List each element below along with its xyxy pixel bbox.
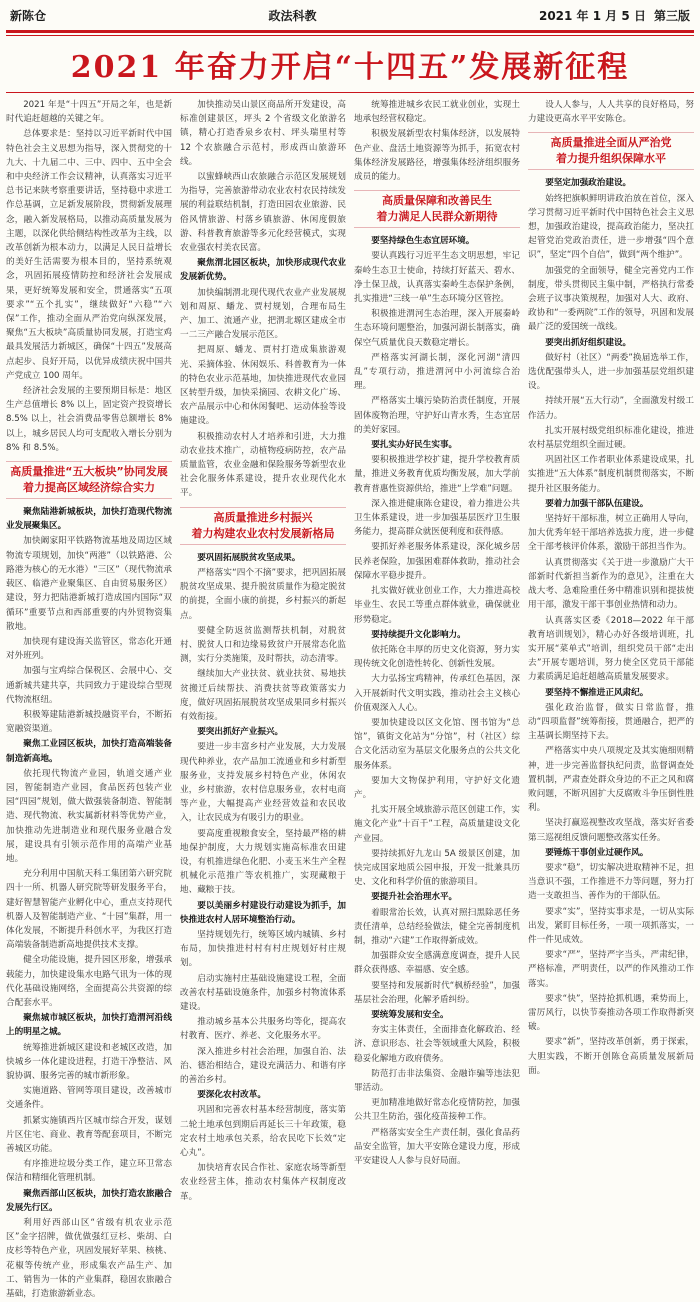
masthead-rule xyxy=(6,30,694,33)
section-heading xyxy=(528,132,694,170)
section-name: 新陈仓 xyxy=(10,8,47,23)
column-2 xyxy=(180,98,346,1302)
body-paragraph: 以蜜蜂峡西山农旅融合示范区发展规划为指导，完善旅游带动农业农村农民持续发展的利益联结机制，打造田园农业旅游、民俗风情旅游、村落乡镇旅游、休闲度假旅游、科普教育旅游等多元化经营模式，实现农业强农村美农民富。 xyxy=(180,172,346,254)
body-paragraph: 加快培育农民合作社、家庭农场等新型农业经营主体，推动农村集体产权制度改革。 xyxy=(180,1163,346,1202)
subheading-paragraph: 要以美丽乡村建设行动建设为抓手，加快推进农村人居环境整治行动。 xyxy=(180,900,346,925)
body-paragraph: 要求“新”，坚持改革创新，勇于探索，大胆实践，不断开创陈仓高质量发展新局面。 xyxy=(528,1037,694,1076)
headline-rule xyxy=(6,92,694,93)
body-paragraph: 强化政治监督，做实日常监督，推动“四项监督”统筹衔接，贯通融合，把严的主基调长期坚持下去。 xyxy=(528,702,694,742)
body-paragraph: 有序推进垃圾分类工作，建立环卫常态保洁和精细化管理机制。 xyxy=(6,1159,172,1184)
body-paragraph: 加强党的全面领导，健全完善党内工作制度，带头贯彻民主集中制，严格执行常委会班子议事决策规程，加强对人大、政府、政协和“一委两院”工作的领导，巩固和发展最广泛的爱国统一战线。 xyxy=(528,265,694,333)
body-paragraph: 要坚持和发展新时代“枫桥经验”，加强基层社会治理，化解矛盾纠纷。 xyxy=(354,980,520,1005)
body-paragraph: 要高度重视粮食安全，坚持最严格的耕地保护制度，大力规划实施高标准农田建设，有机推进绿色化肥、小麦玉米生产全程机械化示范推广等农机推广，实现藏粮于地、藏粮于技。 xyxy=(180,828,346,896)
body-paragraph: 统筹推进新城区建设和老城区改造，加快城乡一体化建设进程，打造干净整洁、风貌协调、服务完善的城市新形象。 xyxy=(6,1042,172,1081)
section-heading-line: 高质量推进“五大板块”协同发展 xyxy=(10,465,168,479)
body-paragraph: 加快编制渭北现代现代农业产业发展规划和周原、蟠龙、贾村规划，合理布局生产、加工、流通产业，把渭北塬区建成全市一二三产融合发展示范区。 xyxy=(180,287,346,341)
body-paragraph: 要健全防返贫监测帮扶机制，对脱贫村、脱贫人口和边缘易致贫户开展常态化监测，实行分类施策，及时帮扶，动态清零。 xyxy=(180,625,346,665)
subheading-paragraph: 要着力加强干部队伍建设。 xyxy=(545,498,649,509)
body-paragraph: 认真贯彻落实《关于进一步激励广大干部新时代新担当新作为的意见》，注重在大战大考、急难险重任务中精准识别和提拔使用干部，激发干部干事创业热情和动力。 xyxy=(528,557,694,611)
body-paragraph: 加快阚家阳平铁路物流基地及周边区域物流专项规划，加快“两港”（以铁路港、公路港为核心的无水港）“三区”（现代物流承载区、临港产业聚集区、自由贸易服务区）建设，努力把陆港新城打造成国内国际“双循环”重要节点和西部重要的内外贸物资集散地。 xyxy=(6,536,172,632)
body-paragraph: 推动城乡基本公共服务均等化，提高农村教育、医疗、养老、文化服务水平。 xyxy=(180,1017,346,1042)
section-heading xyxy=(180,507,346,545)
body-paragraph: 严格落实土壤污染防治责任制度，开展固体废物治理，守护好山青水秀，生态宜居的美好家园。 xyxy=(354,396,520,435)
section-heading-line: 高质量推进全面从严治党 xyxy=(550,136,672,150)
body-paragraph: 要求“实”，坚持实事求是，一切从实际出发，紧盯目标任务，一项一项抓落实，一件一件见成效。 xyxy=(528,906,694,945)
body-paragraph: 要持续抓好九龙山 5A 级景区创建，加快完成国家地质公园申报，开发一批兼具历史、文化和科学价值的旅游项目。 xyxy=(354,848,520,888)
body-paragraph: 经济社会发展的主要预期目标是：地区生产总值增长 8% 以上，固定资产投资增长 8.5% 以上，社会消费品零售总额增长 8% 以上，城乡居民人均可支配收入增长分别为 8% 和 8.5%。 xyxy=(6,386,172,453)
body-paragraph: 巩固和完善农村基本经营制度，落实第二轮土地承包到期后再延长三十年政策，稳定农村土地承包关系，给农民吃下长效“定心丸”。 xyxy=(180,1105,346,1159)
body-paragraph: 依托陈仓丰厚的历史文化资源，努力实现传统文化创造性转化、创新性发展。 xyxy=(354,644,520,670)
body-paragraph: 积极筹建陆港新城投融资平台，不断拓宽融资渠道。 xyxy=(6,709,172,735)
body-paragraph: 严格落实“四个不摘”要求，把巩固拓展脱贫攻坚成果、提升脱贫质量作为稳定脱贫的前提，全面小康的前提，乡村振兴的新起点。 xyxy=(180,567,346,621)
section-heading-line: 高质量推进乡村振兴 xyxy=(213,510,313,524)
page-number: 第三版 xyxy=(653,8,690,23)
subheading-paragraph: 要巩固拓展脱贫攻坚成果。 xyxy=(197,552,301,563)
subheading-paragraph: 要统筹发展和安全。 xyxy=(371,1009,449,1020)
subheading-paragraph: 聚焦城市城区板块，加快打造渭河沿线上的明星之城。 xyxy=(6,1013,172,1038)
column-4 xyxy=(528,98,694,1302)
masthead xyxy=(0,0,700,30)
body-paragraph: 大力弘扬宝鸡精神，传承红色基因，深入开展新时代文明实践，推动社会主义核心价值观深入人心。 xyxy=(354,674,520,713)
body-paragraph: 要求“稳”，切实解决进取精神不足，担当意识不强，工作推进不力等问题，努力打造一支敢担当、善作为的干部队伍。 xyxy=(528,862,694,902)
section-heading xyxy=(6,461,172,499)
subheading-paragraph: 聚焦渭北园区板块，加快形成现代农业发展新优势。 xyxy=(180,258,346,283)
section-heading xyxy=(354,190,520,228)
subheading-paragraph: 要坚持绿色生态宜居环境。 xyxy=(371,236,475,247)
body-paragraph: 要认真践行习近平生态文明思想，牢记秦岭生态卫士使命，持续打好蓝天、碧水、净土保卫战，认真落实秦岭生态保护条例，扎实推进“三线一单”生态环境分区管控。 xyxy=(354,251,520,305)
body-paragraph: 加强与宝鸡综合保税区、会展中心、交通新城共建共享，共同致力于建设综合型现代物流枢纽。 xyxy=(6,666,172,705)
body-paragraph: 健全功能设施，提升园区形象，增强承载能力，加快建设集水电路气讯为一体的现代化基础设施网络，全面提高公共资源的综合配套水平。 xyxy=(6,955,172,1008)
body-paragraph: 要加快建设以区文化馆、图书馆为“总馆”，镇街文化站为“分馆”，村（社区）综合文化活动室为基层文化服务点的公共文化服务体系。 xyxy=(354,717,520,771)
subheading-paragraph: 聚焦西部山区板块，加快打造农旅融合发展先行区。 xyxy=(6,1188,172,1213)
body-paragraph: 扎实开展全域旅游示范区创建工作，实施文化产业“十百千”工程，高质量建设文化产业园。 xyxy=(354,805,520,844)
body-paragraph: 坚持好干部标准，树立正确用人导向，加大优秀年轻干部培养选拔力度，进一步健全干部考核评价体系，激励干部担当作为。 xyxy=(528,514,694,553)
body-paragraph: 加强群众安全感满意度调查，提升人民群众获得感、幸福感、安全感。 xyxy=(354,951,520,976)
subheading-paragraph: 要扎实办好民生实事。 xyxy=(371,440,458,451)
headline: 2021 年奋力开启“十四五”发展新征程 xyxy=(70,50,630,85)
subheading-paragraph: 要坚持不懈推进正风肃纪。 xyxy=(545,687,649,698)
body-paragraph: 实施道路、管网等项目建设，改善城市交通条件。 xyxy=(6,1086,172,1111)
body-paragraph: 要加大文物保护利用，守护好文化遗产。 xyxy=(354,775,520,800)
body-paragraph: 积极推进渭河生态治理，深入开展秦岭生态环境问题整治，加强河湖长制落实，确保空气质量优良天数稳定增长。 xyxy=(354,309,520,348)
body-paragraph: 积极发展新型农村集体经济，以发展特色产业、盘活土地资源等为抓手，拓宽农村集体经济发展路径，增强集体经济组织服务成员的能力。 xyxy=(354,129,520,183)
body-paragraph: 深入推进健康陈仓建设，着力推进公共卫生体系建设，进一步加强基层医疗卫生服务能力，提高群众就医便利度和获得感。 xyxy=(354,498,520,538)
body-paragraph: 扎实做好就业创业工作，大力推进高校毕业生、农民工等重点群体就业，确保就业形势稳定。 xyxy=(354,586,520,625)
body-paragraph: 积极推动农村人才培养和引进，大力推动农业技术推广，动植物疫病防控，农产品质量监管，农业金融和保险服务等新型农业社会化服务体系建设，提升农业现代化水平。 xyxy=(180,431,346,499)
body-paragraph: 要积极推进学校扩建，提升学校教育质量，推进义务教育优质均衡发展，加大学前教育普惠性资源供给，推进“上学难”问题。 xyxy=(354,455,520,494)
body-paragraph: 设人人参与，人人共享的良好格局，努力建设更高水平平安陈仓。 xyxy=(528,100,694,125)
subheading-paragraph: 要持续提升文化影响力。 xyxy=(371,629,466,640)
body-paragraph: 严格落实中央八项规定及其实施细则精神，进一步完善监督执纪问责，监督调查处置机制，严肃查处群众身边的不正之风和腐败问题，不断巩固扩大反腐败斗争压倒性胜利。 xyxy=(528,746,694,814)
body-paragraph: 抓紧实施镇西片区城市综合开发，谋划片区住宅、商业、教育等配套项目，不断完善城区功能。 xyxy=(6,1115,172,1155)
body-paragraph: 防范打击非法集资、金融诈骗等违法犯罪活动。 xyxy=(354,1068,520,1093)
subheading-paragraph: 聚焦工业园区板块，加快打造高端装备制造新高地。 xyxy=(6,739,172,764)
section-heading-line: 高质量保障和改善民生 xyxy=(382,194,492,208)
body-paragraph: 巩固社区工作者职业体系建设成果，扎实推进“五大体系”制度机制贯彻落实，不断提升社区服务能力。 xyxy=(528,455,694,494)
body-paragraph: 充分利用中国航天科工集团第六研究院四十一所、机器人研究院等研发服务平台，建好智慧智能产业孵化中心，重点支持现代机器人及智能制造产业、“十园”集群，用一体化发展，不断提升科创水平，为我区打造高端装备制造新高地提供技术支撑。 xyxy=(6,869,172,951)
body-paragraph: 继续加大产业扶贫、就业扶贫、易地扶贫搬迁后续帮扶、消费扶贫等政策落实力度，做好巩固拓展脱贫攻坚成果同乡村振兴有效衔接。 xyxy=(180,669,346,722)
page-category: 政法科教 xyxy=(268,8,317,23)
body-paragraph: 总体要求是：坚持以习近平新时代中国特色社会主义思想为指导，深入贯彻党的十九大、十九届二中、三中、四中、五中全会和中央经济工作会议精神，认真落实习近平总书记来陕考察重要讲话，坚持稳中求进工作总基调，立足新发展阶段，贯彻新发展理念，融入新发展格局，以推动高质量发展为主题，以深化供给侧结构性改革为主线，以改革创新为根本动力，以满足人民日益增长的美好生活需要为根本目的，坚持系统观念，巩固拓展疫情防控和经济社会发展成果，更好统筹发展和安全，贯通落实“五项要求”“五个扎实”，继续做好“六稳”“六保”工作，推动全面从严治党向纵深发展，聚焦“五大板块”高质量协同发展，打造宝鸡最具发展活力新城区，确保“十四五”发展高点起步、良好开局，以优异成绩庆祝中国共产党成立 100 周年。 xyxy=(6,129,172,381)
body-paragraph: 认真落实区委《2018—2022 年干部教育培训规划》，精心办好各级培训班，扎实开展“菜单式”培训，组织党员干部“走出去”开展专题培训，努力使全区党员干部能力素质满足追赶超越高质量发展要求。 xyxy=(528,615,694,683)
body-paragraph: 要抓好养老服务体系建设，深化城乡居民养老保险，加强困难群体救助，推动社会保障水平稳步提升。 xyxy=(354,542,520,581)
section-heading-line: 着力满足人民群众新期待 xyxy=(376,210,498,224)
body-paragraph: 要求“快”，坚持抢抓机遇，乘势而上，雷厉风行，以快节奏推动各项工作取得新突破。 xyxy=(528,993,694,1033)
body-paragraph: 统筹推进城乡农民工就业创业，实现土地承包经营权稳定。 xyxy=(354,100,520,125)
body-paragraph: 更加精准地做好常态化疫情防控，加强公共卫生防治，强化疫苗接种工作。 xyxy=(354,1098,520,1123)
subheading-paragraph: 要突出抓好产业振兴。 xyxy=(197,727,284,738)
body-paragraph: 依托现代物流产业园，轨道交通产业园，智能制造产业园，食品医药包装产业园“四园”规划，做大做强装备制造、智能制造、现代物流、秋实属新材料等优势产业，加快推动先进制造业和现代服务业融合发展，建设具有引领示范作用的高端产业基地。 xyxy=(6,768,172,864)
body-paragraph: 坚持规划先行，统筹区域内城镇、乡村布局，加快推进村村有村庄规划好村庄规划。 xyxy=(180,929,346,969)
body-paragraph: 夯实主体责任，全面排查化解政治、经济、意识形态、社会等领域重大风险，积极稳妥化解地方政府债务。 xyxy=(354,1025,520,1064)
body-paragraph: 利用好西部山区“省级有机农业示范区”金字招牌，做优做强红豆杉、柴胡、白皮杉等特色产业，巩固发展好苹果、核桃、花椒等传统产业，形成集农产品生产、加工、销售为一体的产业集群，稳固农旅融合基础，打造旅游新业态。 xyxy=(6,1218,172,1300)
date-and-page xyxy=(539,7,690,24)
body-paragraph: 坚决打赢巡视整改攻坚战，落实好省委第三巡视组反馈问题整改落实任务。 xyxy=(528,818,694,843)
body-paragraph: 启动实施村庄基础设施建设工程，全面改善农村基础设施条件，加强乡村物流体系建设。 xyxy=(180,973,346,1012)
body-paragraph: 做好村（社区）“两委”换届选举工作，选优配强带头人，进一步加强基层党组织建设。 xyxy=(528,352,694,392)
publication-date: 2021 年 1 月 5 日 xyxy=(538,8,646,23)
subheading-paragraph: 聚焦陆港新城板块，加快打造现代物流业发展聚集区。 xyxy=(6,507,172,532)
subheading-paragraph: 要提升社会治理水平。 xyxy=(371,892,458,903)
section-heading-line: 着力提高区域经济综合实力 xyxy=(23,481,155,495)
body-paragraph: 要求“严”，坚持严字当头，严肃纪律，严格标准，严明责任，以严的作风推动工作落实。 xyxy=(528,950,694,989)
subheading-paragraph: 要深化农村改革。 xyxy=(197,1090,266,1101)
column-1 xyxy=(6,98,172,1302)
body-paragraph: 持续开展“五大行动”，全面激发村级工作活力。 xyxy=(528,396,694,421)
section-heading-line: 着力提升组织保障水平 xyxy=(556,152,666,166)
body-paragraph: 要进一步丰富乡村产业发展，大力发展现代种养业，农产品加工流通业和乡村新型服务业，支持发展乡村特色产业，休闲农业，乡村旅游，农村信息服务业，农村电商等产业，大幅提高产业经营效益和农民收入，让农民成为有吸引力的职业。 xyxy=(180,742,346,824)
body-paragraph: 加快现有建设海关监管区，常态化开通对外班列。 xyxy=(6,636,172,662)
body-paragraph: 把周原、蟠龙、贾村打造成集旅游观光、采摘体验、休闲娱乐、科普教育为一体的特色农业示范基地，加快推进现代农业园区转型升级，加快采摘园、农耕文化广场、农产品展示中心和休闲餐吧、运动体验等设施建设。 xyxy=(180,345,346,427)
body-paragraph: 始终把旗帜鲜明讲政治放在首位，深入学习贯彻习近平新时代中国特色社会主义思想，加强政治建设，提高政治能力，坚决扛起管党治党政治责任，进一步增强“四个意识”，坚定“四个自信”，做到“两个维护”。 xyxy=(528,193,694,261)
body-paragraph: 扎实开展村级党组织标准化建设，推进农村基层党组织全面过硬。 xyxy=(528,425,694,451)
article-body xyxy=(6,98,694,1300)
column-3 xyxy=(354,98,520,1302)
masthead-rule-thin xyxy=(6,35,694,36)
body-paragraph: 加快推动吴山景区商品所开发建设，高标准创建景区，坪头 2 个省级文化旅游名镇，精心打造香泉乡农村、坪头瑞里村等 12 个农旅融合示范村，形成西山旅游环线。 xyxy=(180,100,346,167)
body-paragraph: 严格落实河湖长制，深化河湖“清四乱”专项行动，推进渭河中小河流综合治理。 xyxy=(354,352,520,392)
body-paragraph: 深入推进乡村社会治理，加强自治、法治、德治相结合，建设充满活力、和谐有序的善治乡村。 xyxy=(180,1046,346,1085)
subheading-paragraph: 要锤炼干事创业过硬作风。 xyxy=(545,847,649,858)
body-paragraph: 着眼常治长效，认真对照扫黑除恶任务责任清单，总结经验做法，健全完善制度机制，推动“六建”工作取得新成效。 xyxy=(354,907,520,946)
subheading-paragraph: 要坚定加强政治建设。 xyxy=(545,178,632,189)
section-heading-line: 着力构建农业农村发展新格局 xyxy=(191,526,335,540)
body-paragraph: 2021 年是“十四五”开局之年，也是新时代追赶超越的关键之年。 xyxy=(6,100,172,125)
body-paragraph: 严格落实安全生产责任制，强化食品药品安全监管，加大平安陈仓建设力度，形成平安建设人人参与良好局面。 xyxy=(354,1127,520,1167)
subheading-paragraph: 要突出抓好组织建设。 xyxy=(545,337,632,348)
